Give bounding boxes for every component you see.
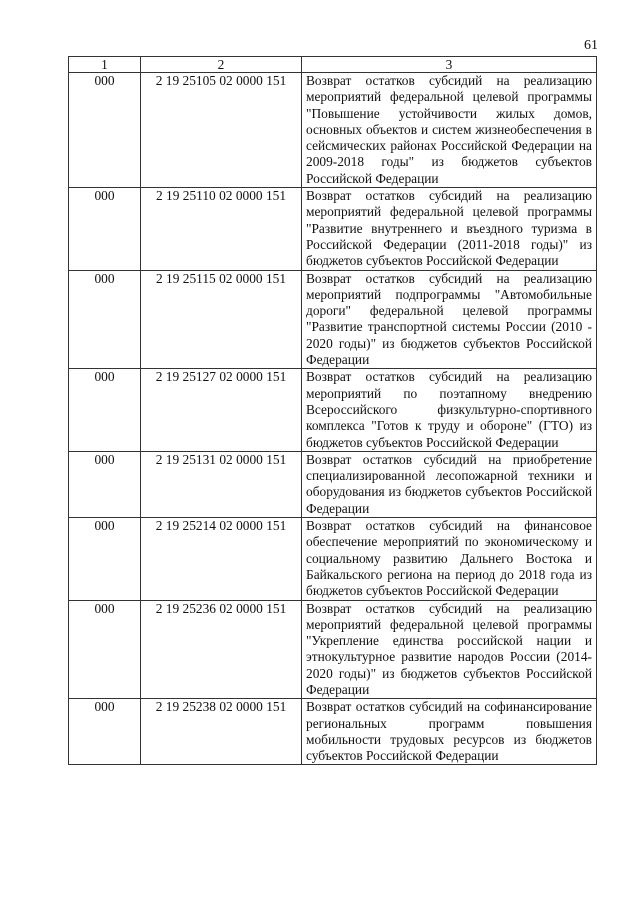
budget-codes-table bbox=[68, 56, 597, 765]
description-cell: Возврат остатков субсидий на реализацию мероприятий федеральной целевой программы "Укрепление единства российской нации и этнокультурное развитие народов России (2014-2020 годы)" из бюджетов субъектов Российской Федерации bbox=[302, 600, 597, 699]
description-cell: Возврат остатков субсидий на реализацию мероприятий федеральной целевой программы "Развитие внутреннего и въездного туризма в Российской Федерации (2011-2018 годы)" из бюджетов субъектов Российской Федерации bbox=[302, 188, 597, 270]
description-cell: Возврат остатков субсидий на приобретение специализированной лесопожарной техники и оборудования из бюджетов субъектов Российской Федерации bbox=[302, 451, 597, 517]
admin-code-cell: 000 bbox=[69, 600, 141, 699]
admin-code-cell: 000 bbox=[69, 518, 141, 600]
description-cell: Возврат остатков субсидий на реализацию мероприятий подпрограммы "Автомобильные дороги" федеральной целевой программы "Развитие транспортной системы России (2010 - 2020 годы)" из бюджетов субъектов Российской Федерации bbox=[302, 270, 597, 369]
column-header-3: 3 bbox=[302, 57, 597, 73]
table-row bbox=[69, 699, 597, 765]
budget-code-cell: 2 19 25236 02 0000 151 bbox=[141, 600, 302, 699]
table-row bbox=[69, 369, 597, 451]
column-header-2: 2 bbox=[141, 57, 302, 73]
budget-code-cell: 2 19 25214 02 0000 151 bbox=[141, 518, 302, 600]
description-cell: Возврат остатков субсидий на финансовое обеспечение мероприятий по экономическому и социальному развитию Дальнего Востока и Байкальского региона на период до 2018 года из бюджетов субъектов Российской Федерации bbox=[302, 518, 597, 600]
budget-code-cell: 2 19 25238 02 0000 151 bbox=[141, 699, 302, 765]
admin-code-cell: 000 bbox=[69, 699, 141, 765]
page-number: 61 bbox=[584, 38, 598, 53]
budget-code-cell: 2 19 25127 02 0000 151 bbox=[141, 369, 302, 451]
admin-code-cell: 000 bbox=[69, 73, 141, 188]
budget-code-cell: 2 19 25115 02 0000 151 bbox=[141, 270, 302, 369]
description-cell: Возврат остатков субсидий на софинансирование региональных программ повышения мобильности трудовых ресурсов из бюджетов субъектов Российской Федерации bbox=[302, 699, 597, 765]
admin-code-cell: 000 bbox=[69, 188, 141, 270]
table-row bbox=[69, 73, 597, 188]
admin-code-cell: 000 bbox=[69, 270, 141, 369]
table-row bbox=[69, 518, 597, 600]
column-header-1: 1 bbox=[69, 57, 141, 73]
admin-code-cell: 000 bbox=[69, 369, 141, 451]
description-cell: Возврат остатков субсидий на реализацию мероприятий федеральной целевой программы "Повышение устойчивости жилых домов, основных объектов и систем жизнеобеспечения в сейсмических районах Российской Федерации на 2009-2018 годы" из бюджетов субъектов Российской Федерации bbox=[302, 73, 597, 188]
table-row bbox=[69, 188, 597, 270]
table-header-row bbox=[69, 57, 597, 73]
table-row bbox=[69, 270, 597, 369]
budget-code-cell: 2 19 25110 02 0000 151 bbox=[141, 188, 302, 270]
admin-code-cell: 000 bbox=[69, 451, 141, 517]
table-row bbox=[69, 451, 597, 517]
budget-code-cell: 2 19 25105 02 0000 151 bbox=[141, 73, 302, 188]
description-cell: Возврат остатков субсидий на реализацию мероприятий по поэтапному внедрению Всероссийского физкультурно-спортивного комплекса "Готов к труду и обороне" (ГТО) из бюджетов субъектов Российской Федерации bbox=[302, 369, 597, 451]
budget-code-cell: 2 19 25131 02 0000 151 bbox=[141, 451, 302, 517]
table-row bbox=[69, 600, 597, 699]
